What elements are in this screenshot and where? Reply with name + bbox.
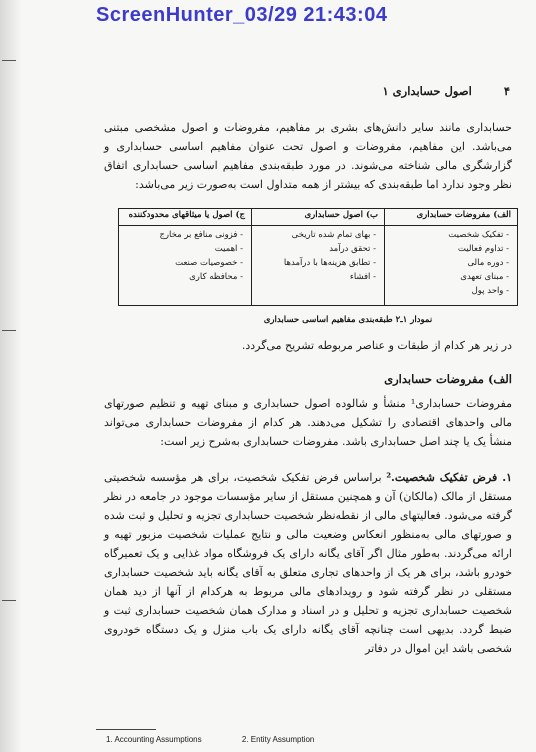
section-heading: الف) مفروضات حسابداری: [384, 372, 512, 386]
transition-paragraph: در زیر هر کدام از طبقات و عناصر مربوطه تشریح می‌گردد.: [241, 339, 512, 352]
screenhunter-watermark: ScreenHunter_03/29 21:43:04: [96, 4, 388, 26]
list-item: - مبنای تعهدی: [460, 272, 509, 282]
scan-mark: [2, 60, 16, 61]
list-item: - تفکیک شخصیت: [448, 230, 509, 240]
footnotes: [106, 735, 506, 749]
footnote: 1. Accounting Assumptions: [106, 735, 202, 744]
item-heading: ۱. فرض تفکیک شخصیت.²: [386, 471, 512, 484]
diagram-caption: نمودار ۱ـ۲ طبقه‌بندی مفاهیم اساسی حسابداری: [263, 315, 433, 325]
list-item: - فزونی منافع بر مخارج: [159, 230, 243, 240]
list-item: - خصوصیات صنعت: [175, 258, 243, 268]
list-item: - واحد پول: [471, 286, 509, 296]
section-paragraph: مفروضات حسابداری¹ منشأ و شالوده اصول حسابداری و مبنای تهیه و تنظیم صورتهای مالی واحدهای اقتصادی را تشکیل می‌دهند. هر کدام از مفروضات حسابداری می‌تواند منشأ یک یا چند اصل حسابداری باشد. مفروضات حسابداری به‌شرح زیر است:: [104, 397, 512, 448]
list-item: - تحقق درآمد: [329, 244, 376, 254]
list-item: - تطابق هزینه‌ها با درآمدها: [283, 258, 376, 268]
column-heading: الف) مفروضات حسابداری: [385, 209, 517, 226]
list-item: - اهمیت: [214, 244, 243, 254]
list-item: - تداوم فعالیت: [457, 244, 509, 254]
column-heading: ج) اصول یا میثاقهای محدودکننده: [119, 209, 251, 226]
chapter-title: اصول حسابداری ۱: [382, 84, 472, 98]
intro-paragraph: حسابداری مانند سایر دانش‌های بشری بر مفاهیم، مفروضات و اصول مشخصی مبتنی می‌باشد. این مفاهیم، مفروضات و اصول تحت عنوان مفاهیم اساسی حسابداری و گزارشگری مالی شناخته می‌شوند. در مورد طبقه‌بندی مفاهیم اساسی حسابداری اتفاق نظر وجود ندارد اما طبقه‌بندی که بیشتر از همه متداول است به‌صورت زیر می‌باشد:: [104, 121, 512, 191]
assumptions-column: [384, 209, 517, 305]
principles-column: [251, 209, 384, 305]
scan-mark: [2, 330, 16, 331]
entity-assumption-paragraph: [104, 468, 512, 720]
column-heading: ب) اصول حسابداری: [252, 209, 384, 226]
page-number: ۴: [503, 84, 510, 98]
list-item: - محافظه کاری: [189, 272, 243, 282]
scan-mark: [2, 600, 16, 601]
footnote: 2. Entity Assumption: [241, 735, 315, 744]
scan-edge-shadow: [0, 0, 22, 752]
footnote-rule: [96, 729, 156, 730]
list-item: - دوره مالی: [467, 258, 509, 268]
concepts-diagram: [118, 208, 518, 306]
item-text: براساس فرض تفکیک شخصیت، برای هر مؤسسه شخصیتی مستقل از مالک (مالکان) آن و همچنین مستقل از سایر مؤسسات موجود در جامعه در نظر گرفته می‌شود. فعالیتهای مالی از نقطه‌نظر شخصیت حسابداری تجزیه و تحلیل و ثبت شده و صورتهای مالی به‌منظور انعکاس وضعیت مالی و نتایج عملیات شخصیت مزبور تهیه و ارائه می‌گردند. به‌طور مثال اگر آقای یگانه دارای یک فروشگاه مواد غذایی و یک تعمیرگاه خودرو باشد، برای هر یک از واحدهای تجاری متعلق به آقای یگانه باید شخصیت حسابداری مستقلی در نظر گرفته شود و رویدادهای مالی مربوط به هرکدام از آنها از دید همان شخصیت حسابداری تجزیه و تحلیل و در اسناد و مدارک همان شخصیت حسابداری ثبت و ضبط گردد. بدیهی است چنانچه آقای یگانه دارای یک باب منزل و یک دستگاه خودروی شخصی باشد این اموال در دفاتر: [104, 471, 512, 655]
constraints-column: [119, 209, 251, 305]
list-item: - بهای تمام شده تاریخی: [291, 230, 376, 240]
page-header: [370, 84, 510, 102]
list-item: - افشاء: [349, 272, 376, 282]
